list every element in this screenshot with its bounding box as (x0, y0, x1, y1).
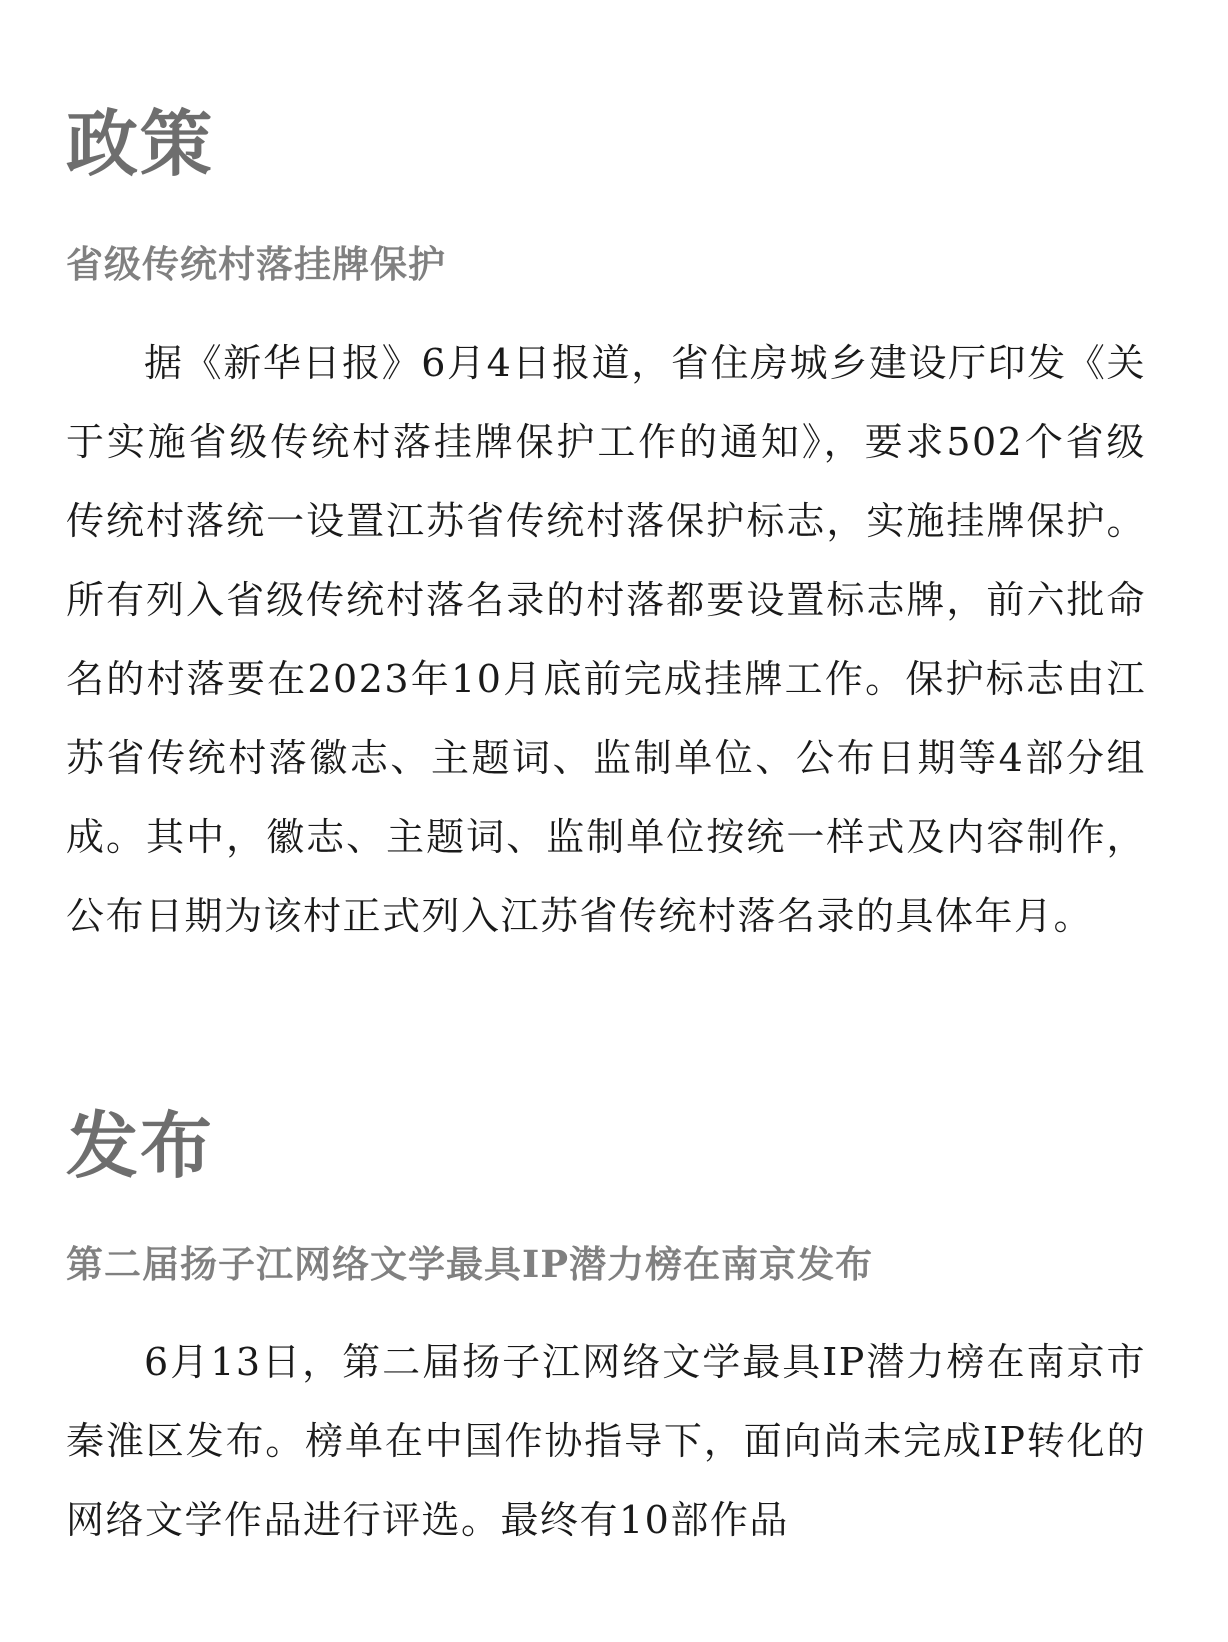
section-title-policy: 政策 (66, 102, 215, 186)
section-title-release: 发布 (66, 1104, 215, 1188)
article-headline: 省级传统村落挂牌保护 (66, 242, 446, 286)
article-body: 据《新华日报》6月4日报道，省住房城乡建设厅印发《关于实施省级传统村落挂牌保护工作的通知》，要求502个省级传统村落统一设置江苏省传统村落保护标志，实施挂牌保护。所有列入省级传统村落名录的村落都要设置标志牌，前六批命名的村落要在2023年10月底前完成挂牌工作。保护标志由江苏省传统村落徽志、主题词、监制单位、公布日期等4部分组成。其中，徽志、主题词、监制单位按统一样式及内容制作，公布日期为该村正式列入江苏省传统村落名录的具体年月。 (66, 341, 1146, 938)
article-body: 6月13日，第二届扬子江网络文学最具IP潜力榜在南京市秦淮区发布。榜单在中国作协指导下，面向尚未完成IP转化的网络文学作品进行评选。最终有10部作品 (66, 1340, 1146, 1542)
article-headline: 第二届扬子江网络文学最具IP潜力榜在南京发布 (66, 1242, 874, 1286)
